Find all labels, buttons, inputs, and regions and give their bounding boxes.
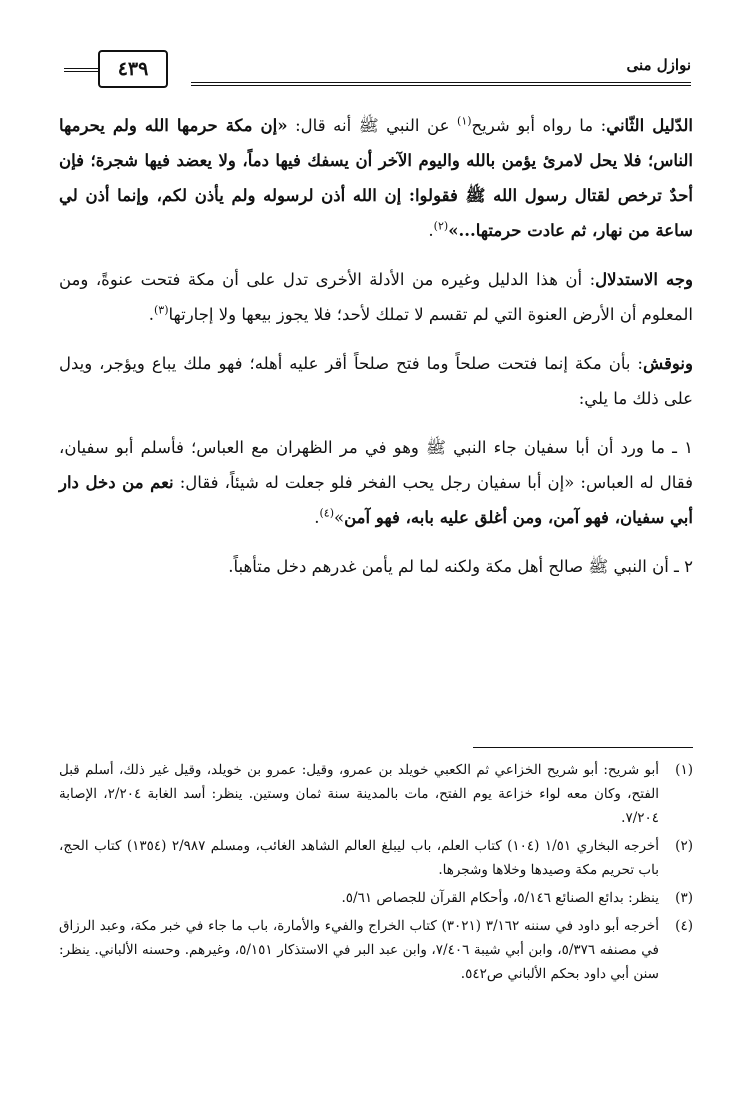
hadith-quote: «إن مكة حرمها الله ولم يحرمها الناس؛ فلا يحل لامرئ يؤمن بالله واليوم الآخر أن يسفك فيها دماً، ولا يعضد فيها شجرة؛ فإن أحدٌ ترخص لقتال رسول الله ﷺ فقولوا: إن الله أذن لرسوله ولم يأذن لكم، وإنما أذن لي ساعة من نهار، ثم عادت حرمتها...» bbox=[59, 116, 693, 240]
page-header bbox=[64, 48, 691, 94]
footnote-text: ينظر: بدائع الصنائع ٥/١٤٦، وأحكام القرآن للجصاص ٥/٦١. bbox=[341, 890, 659, 906]
footnote-text: أخرجه أبو داود في سننه ٣/١٦٢ (٣٠٢١) كتاب الخراج والفيء والأمارة، باب ما جاء في خبر مكة، وعبد الرزاق في مصنفه ٥/٣٧٦، وابن أبي شيبة ٧/٤٠٦، وابن عبد البر في الاستذكار ٥/١٥١، وغيرهم. وحسنه الألباني. ينظر: سنن أبي داود بحكم الألباني ص٥٤٢. bbox=[59, 918, 660, 982]
footnote-text: أبو شريح: أبو شريح الخزاعي ثم الكعبي خويلد بن عمرو، وقيل: عمرو بن خويلد، وقيل غير ذلك، أسلم قبل الفتح، وكان معه لواء خزاعة يوم الفتح، مات بالمدينة سنة ثمان وستين. ينظر: أسد الغابة ٢/٢٠٤، الإصابة ٧/٢٠٤. bbox=[59, 762, 660, 826]
footnote-item bbox=[59, 834, 693, 882]
hadith-quote: نعم من دخل دار أبي سفيان، فهو آمن، ومن أغلق عليه بابه، فهو آمن bbox=[59, 473, 693, 527]
paragraph-text: ١ ـ ما ورد أن أبا سفيان جاء النبي ﷺ وهو في مر الظهران مع العباس؛ فأسلم أبو سفيان، فقال له العباس: «إن أبا سفيان رجل يحب الفخر فلو جعلت له شيئاً، فقال: bbox=[59, 438, 693, 492]
paragraph-text: . bbox=[148, 305, 154, 324]
footnote-number: (٣) bbox=[675, 890, 693, 906]
footnote-item bbox=[59, 758, 693, 830]
footnote-number: (١) bbox=[675, 762, 693, 778]
paragraph-point-2 bbox=[59, 549, 693, 584]
paragraph-second-evidence bbox=[59, 108, 693, 248]
footnote-text: أخرجه البخاري ١/٥١ (١٠٤) كتاب العلم، باب ليبلغ العالم الشاهد الغائب، ومسلم ٢/٩٨٧ (١٣٥٤) كتاب الحج، باب تحريم مكة وصيدها وخلاها وشجرها. bbox=[59, 838, 660, 878]
footnotes bbox=[59, 758, 693, 990]
footnote-ref[interactable]: (٢) bbox=[433, 219, 449, 233]
paragraph-text: » bbox=[333, 508, 345, 527]
footnote-number: (٢) bbox=[675, 838, 693, 854]
paragraph-text: : أن هذا الدليل وغيره من الأدلة الأخرى تدل على أن مكة فتحت عنوةً، ومن المعلوم أن الأرض العنوة التي لم تقسم لا تملك لأحد؛ فلا يجوز بيعها ولا إجارتها bbox=[59, 270, 693, 324]
footnote-ref[interactable]: (٤) bbox=[319, 506, 334, 520]
paragraph-objection bbox=[59, 346, 693, 416]
running-title: نوازل منى bbox=[626, 56, 691, 74]
paragraph-lead: وجه الاستدلال bbox=[595, 270, 693, 289]
paragraph-inference bbox=[59, 262, 693, 332]
footnote-ref[interactable]: (١) bbox=[457, 114, 472, 128]
paragraph-lead: ونوقش bbox=[642, 354, 693, 373]
paragraph-lead: الدّليل الثّاني bbox=[606, 116, 693, 135]
main-text bbox=[59, 108, 693, 598]
header-rule-left bbox=[64, 68, 102, 72]
paragraph-text: . bbox=[314, 508, 320, 527]
paragraph-text: . bbox=[428, 221, 434, 240]
footnote-item bbox=[59, 886, 693, 910]
paragraph-text: : ما رواه أبو شريح bbox=[471, 116, 607, 135]
header-rule-right bbox=[191, 82, 691, 86]
paragraph-point-1 bbox=[59, 430, 693, 535]
footnote-divider bbox=[473, 747, 693, 748]
paragraph-text: : بأن مكة إنما فتحت صلحاً وما فتح صلحاً أقر عليه أهله؛ فهو ملك يباع ويؤجر، ويدل على ذلك ما يلي: bbox=[59, 354, 693, 408]
footnote-item bbox=[59, 914, 693, 986]
paragraph-text: ٢ ـ أن النبي ﷺ صالح أهل مكة ولكنه لما لم يأمن غدرهم دخل متأهباً. bbox=[228, 557, 693, 576]
page-number: ٤٣٩ bbox=[98, 50, 168, 88]
footnote-number: (٤) bbox=[675, 918, 693, 934]
paragraph-text: عن النبي ﷺ أنه قال: bbox=[287, 116, 458, 135]
footnote-ref[interactable]: (٣) bbox=[153, 303, 169, 317]
